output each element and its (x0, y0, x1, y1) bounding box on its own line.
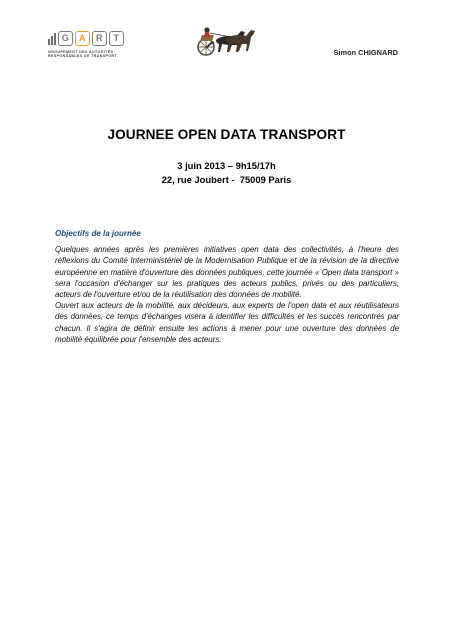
section-title: Objectifs de la journée (55, 229, 141, 238)
logo-letter-t: T (109, 31, 124, 46)
event-date: 3 juin 2013 – 9h15/17h (177, 160, 276, 171)
gart-logo-mark (48, 30, 140, 47)
gart-logo (48, 30, 140, 60)
logo-letter-a: A (75, 31, 90, 46)
event-address: 22, rue Joubert - 75009 Paris (161, 174, 292, 185)
logo-subtitle (48, 50, 140, 59)
event-title: JOURNEE OPEN DATA TRANSPORT (107, 127, 346, 142)
logo-letter-g: G (58, 31, 73, 46)
chariot-horses-icon (192, 24, 262, 58)
paragraph: Ouvert aux acteurs de la mobilité, aux décideurs, aux experts de l'open data et aux réutilisateurs des données, ce temps d'échanges visera à identifier les difficultés et les succès rencontrés par chacun. Il s'agira de définir ensuite les actions à mener pour une ouverture des données de mobilité équilibrée pour l'ensemble des acteurs. (55, 301, 399, 344)
author-name: Simon CHIGNARD (333, 48, 398, 57)
paragraph: Quelques années après les premières initiatives open data des collectivités, à l'heure des réflexions du Comité Interministériel de la Modernisation Publique et de la révision de la directive européenne en matière d'ouverture des données publiques, cette journée « Open data transport » sera l'occasion d'échanger sur les pratiques des acteurs publics, privés ou des particuliers, acteurs de l'ouverture et/ou de la réutilisation des données de mobilité. (55, 245, 399, 300)
logo-subtitle-line1: GROUPEMENT DES AUTORITÉS (48, 50, 114, 54)
logo-subtitle-line2: RESPONSABLES DE TRANSPORT (48, 54, 118, 59)
logo-bars-icon (48, 33, 56, 45)
logo-letter-r: R (92, 31, 107, 46)
